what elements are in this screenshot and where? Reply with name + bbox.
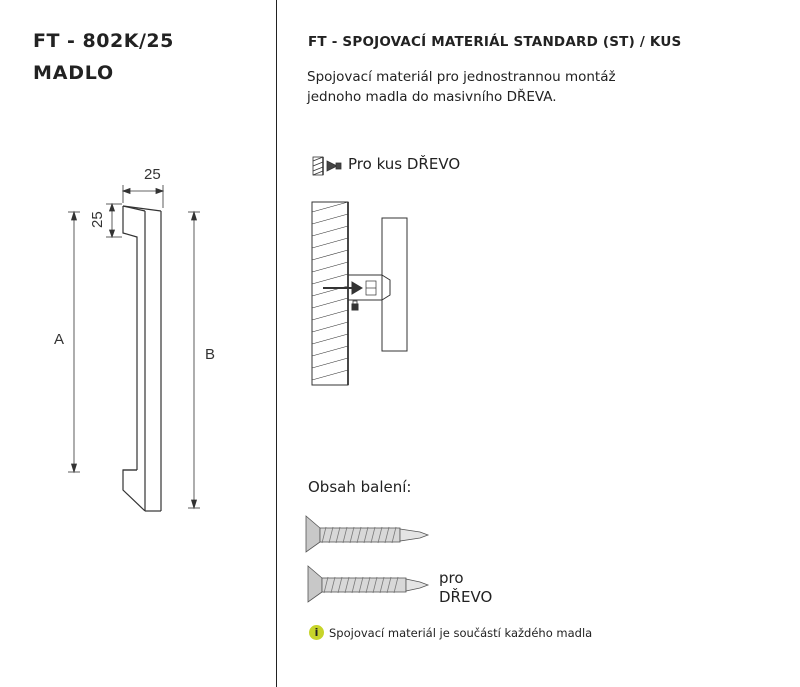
width-label: 25 [144,166,161,183]
top-label: 25 [89,211,106,228]
screw-2 [308,566,428,602]
dimension-width [123,185,163,208]
handle-outline [123,206,161,511]
material-description [307,67,616,107]
screw-1 [306,516,428,552]
mounting-detail [312,202,407,385]
note-text: Spojovací materiál je součástí každého madla [329,626,593,640]
product-code: FT - 802K/25 [33,30,174,52]
description-line-1: Spojovací materiál pro jednostrannou montáž [307,69,616,85]
dimension-b-label: B [205,346,216,363]
dimension-b [188,212,200,508]
dimension-top [106,204,122,237]
screw-label-line-2: DŘEVO [439,588,493,606]
dimension-a-label: A [54,331,65,348]
screw-label-line-1: pro [439,569,464,587]
dimension-a [68,212,80,472]
material-title: FT - SPOJOVACÍ MATERIÁL STANDARD (ST) / KUS [308,34,682,50]
wood-mount-icon [313,157,341,175]
info-icon: i [309,625,324,640]
product-name: MADLO [33,62,114,84]
description-line-2: jednoho madla do masivního DŘEVA. [307,89,557,105]
screw-label [439,569,492,607]
package-label: Obsah balení: [308,478,412,496]
mount-label: Pro kus DŘEVO [348,155,461,173]
